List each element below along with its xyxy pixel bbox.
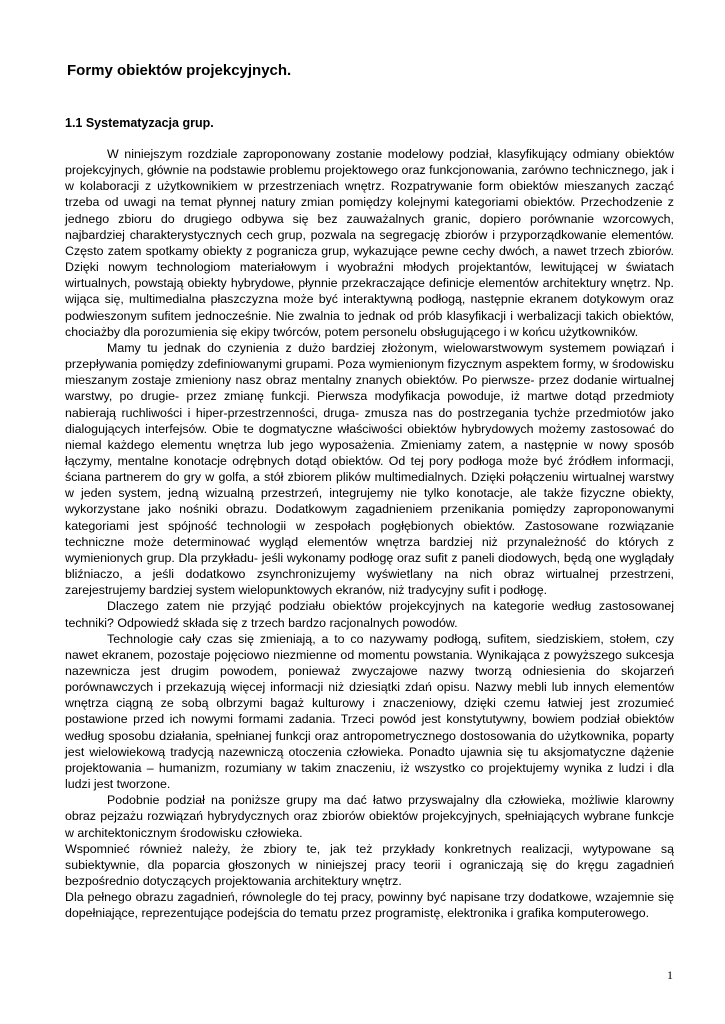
body-text <box>65 146 674 922</box>
section-heading: 1.1 Systematyzacja grup. <box>65 116 214 130</box>
paragraph: Dlaczego zatem nie przyjąć podziału obiektów projekcyjnych na kategorie według zastosowanej techniki? Odpowiedź składa się z trzech bardzo racjonalnych powodów. <box>65 599 674 630</box>
page-number: 1 <box>667 968 673 982</box>
paragraph: Podobnie podział na poniższe grupy ma dać łatwo przyswajalny dla człowieka, możliwie klarowny obraz pejzażu rozwiązań hybrydycznych oraz zbiorów obiektów projekcyjnych, spełniających wybrane funkcje w architektonicznym środowisku człowieka. <box>65 793 674 840</box>
document-title: Formy obiektów projekcyjnych. <box>67 62 292 79</box>
paragraph: Mamy tu jednak do czynienia z dużo bardziej złożonym, wielowarstwowym systemem powiązań i przepływania pomiędzy zdefiniowanymi grupami. Poza wymienionym fizycznym aspektem formy, w środowisku mieszanym zostaje zmieniony nasz obraz mentalny znanych obiektów. Po pierwsze- przez dodanie wirtualnej warstwy, po drugie- przez zmianę funkcji. Pierwsza modyfikacja powoduje, iż martwe dotąd przedmioty nabierają ruchliwości i hiper-przestrzenności, druga- zmusza nas do postrzegania tychże przedmiotów jako dialogujących interfejsów. Obie te dogmatyczne właściwości obiektów hybrydowych możemy zastosować do niemal każdego elementu wnętrza lub jego wyposażenia. Zmieniamy zatem, a następnie w nowy sposób łączymy, mentalne konotacje odrębnych dotąd obiektów. Od tej pory podłoga może być źródłem informacji, ściana partnerem do gry w golfa, a stół zbiorem plików multimedialnych. Dzięki połączeniu wirtualnej warstwy w jeden system, jedną wizualną przestrzeń, integrujemy nie tylko konotacje, ale także fizyczne obiekty, wykorzystane jako nośniki obrazu. Dodatkowym zagadnieniem przenikania pomiędzy zaproponowanymi kategoriami jest spójność technologii w zespołach pogłębionych obiektów. Zastosowane rozwiązanie techniczne może determinować wygląd elementów wnętrza bardziej niż przynależność do których z wymienionych grup. Dla przykładu- jeśli wykonamy podłogę oraz sufit z paneli diodowych, będą one wyglądały bliźniaczo, a jeśli dodatkowo zsynchronizujemy wyświetlany na nich obraz wirtualnej przestrzeni, zarejestrujemy bardziej system wielopunktowych ekranów, niż tradycyjny sufit i podłogę. <box>65 340 674 598</box>
paragraph: Wspomnieć również należy, że zbiory te, jak też przykłady konkretnych realizacji, wytypowane są subiektywnie, dla poparcia głoszonych w niniejszej pracy teorii i ograniczają się do kręgu zagadnień bezpośrednio dotyczących projektowania architektury wnętrz. <box>65 841 674 889</box>
paragraph: Dla pełnego obrazu zagadnień, równolegle do tej pracy, powinny być napisane trzy dodatkowe, wzajemnie się dopełniające, reprezentujące podejścia do tematu przez programistę, elektronika i grafika komputerowego. <box>65 890 674 921</box>
paragraph: Technologie cały czas się zmieniają, a to co nazywamy podłogą, sufitem, siedziskiem, stołem, czy nawet ekranem, pozostaje pojęciowo niezmienne od momentu powstania. Wynikająca z powyższego sukcesja nazewnicza jest drugim powodem, ponieważ zwyczajowe nazwy tworzą odniesienia do skojarzeń porównawczych i przekazują więcej informacji niż dziesiątki zdań opisu. Nazwy mebli lub innych elementów wnętrza ciągną ze sobą olbrzymi bagaż kulturowy i znaczeniowy, dzięki czemu łatwiej jest zrozumieć postawione przed ich nowymi formami zadania. Trzeci powód jest konstytutywny, bowiem podział obiektów według sposobu działania, spełnianej funkcji oraz antropometrycznego dostosowania do użytkownika, poparty jest wielowiekową tradycją nazewniczą otoczenia człowieka. Ponadto ujawnia się tu aksjomatyczne dążenie projektowania – humanizm, rozumiany w takim znaczeniu, iż wszystko co projektujemy wynika z ludzi i dla ludzi jest tworzone. <box>65 631 674 792</box>
paragraph: W niniejszym rozdziale zaproponowany zostanie modelowy podział, klasyfikujący odmiany obiektów projekcyjnych, głównie na podstawie problemu projektowego oraz funkcjonowania, zarówno technicznego, jak i w kolaboracji z użytkownikiem w przestrzeniach wnętrz. Rozpatrywanie form obiektów mieszanych zacząć trzeba od uwagi na temat płynnej natury zmian pomiędzy kolejnymi kategoriami obiektów. Przechodzenie z jednego zbioru do drugiego odbywa się bez zauważalnych granic, dopiero porównanie wzorcowych, najbardziej charakterystycznych cech grup, pozwala na segregację zbiorów i przyporządkowanie elementów. Często zatem spotkamy obiekty z pogranicza grup, wykazujące pewne cechy dwóch, a nawet trzech zbiorów. Dzięki nowym technologiom materiałowym i wyobraźni młodych projektantów, lewitującej w światach wirtualnych, powstają obiekty hybrydowe, płynnie przekraczające definicje elementów architektury wnętrz. Np. wijąca się, multimedialna płaszczyzna może być interaktywną podłogą, następnie ekranem dotykowym oraz podwieszonym sufitem jednocześnie. Nie zwalnia to jednak od prób klasyfikacji i werbalizacji takich obiektów, chociażby dla porozumienia się ekipy twórców, potem personelu obsługującego i w końcu użytkowników. <box>65 147 674 339</box>
